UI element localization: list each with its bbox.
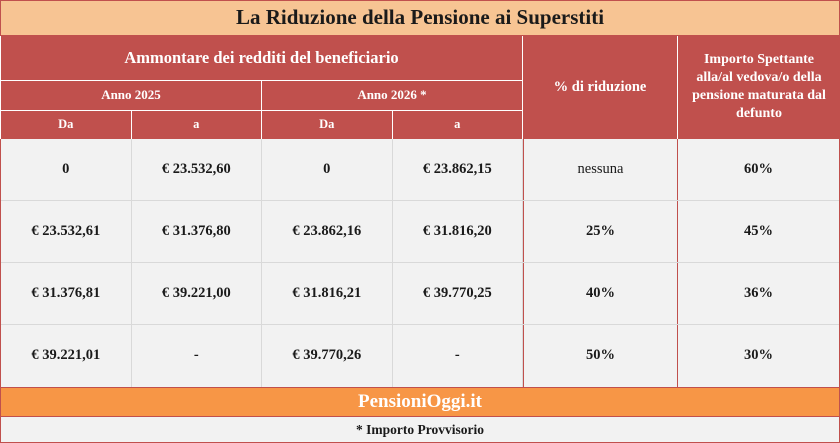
subheader-da-2025: Da	[1, 111, 132, 139]
table-header	[0, 36, 840, 139]
subheader-da-2026: Da	[262, 111, 393, 139]
cell-spettante: 45%	[678, 201, 839, 262]
cell-da-2025: € 23.532,61	[1, 201, 132, 262]
income-columns-header	[1, 36, 523, 139]
cell-a-2025: -	[132, 325, 263, 387]
cell-spettante: 36%	[678, 263, 839, 324]
cell-a-2026: € 39.770,25	[393, 263, 524, 324]
cell-a-2026: € 31.816,20	[393, 201, 524, 262]
cell-a-2025: € 23.532,60	[132, 139, 263, 200]
subheader-a-2025: a	[132, 111, 263, 139]
year-2026-header: Anno 2026 *	[262, 81, 523, 111]
table-body	[0, 139, 840, 387]
range-subheaders-row	[1, 111, 523, 139]
cell-da-2025: € 31.376,81	[1, 263, 132, 324]
cell-a-2025: € 31.376,80	[132, 201, 263, 262]
cell-riduzione: nessuna	[523, 139, 678, 200]
cell-da-2025: 0	[1, 139, 132, 200]
cell-riduzione: 25%	[523, 201, 678, 262]
cell-a-2026: -	[393, 325, 524, 387]
year-headers-row	[1, 81, 523, 111]
income-group-header: Ammontare dei redditi del beneficiario	[1, 36, 523, 81]
cell-a-2025: € 39.221,00	[132, 263, 263, 324]
cell-da-2026: € 39.770,26	[262, 325, 393, 387]
footnote: * Importo Provvisorio	[0, 417, 840, 443]
cell-spettante: 30%	[678, 325, 839, 387]
cell-a-2026: € 23.862,15	[393, 139, 524, 200]
table-row	[1, 139, 839, 201]
amount-due-header: Importo Spettante alla/al vedova/o della pensione maturata dal defunto	[678, 36, 840, 139]
table-row	[1, 263, 839, 325]
page-title: La Riduzione della Pensione ai Superstiti	[0, 0, 840, 36]
brand-footer: PensioniOggi.it	[0, 387, 840, 417]
cell-da-2026: € 31.816,21	[262, 263, 393, 324]
cell-spettante: 60%	[678, 139, 839, 200]
subheader-a-2026: a	[393, 111, 524, 139]
cell-riduzione: 40%	[523, 263, 678, 324]
year-2025-header: Anno 2025	[1, 81, 262, 111]
cell-da-2025: € 39.221,01	[1, 325, 132, 387]
cell-riduzione: 50%	[523, 325, 678, 387]
cell-da-2026: € 23.862,16	[262, 201, 393, 262]
reduction-percent-header: % di riduzione	[523, 36, 678, 139]
table-row	[1, 325, 839, 387]
cell-da-2026: 0	[262, 139, 393, 200]
table-row	[1, 201, 839, 263]
